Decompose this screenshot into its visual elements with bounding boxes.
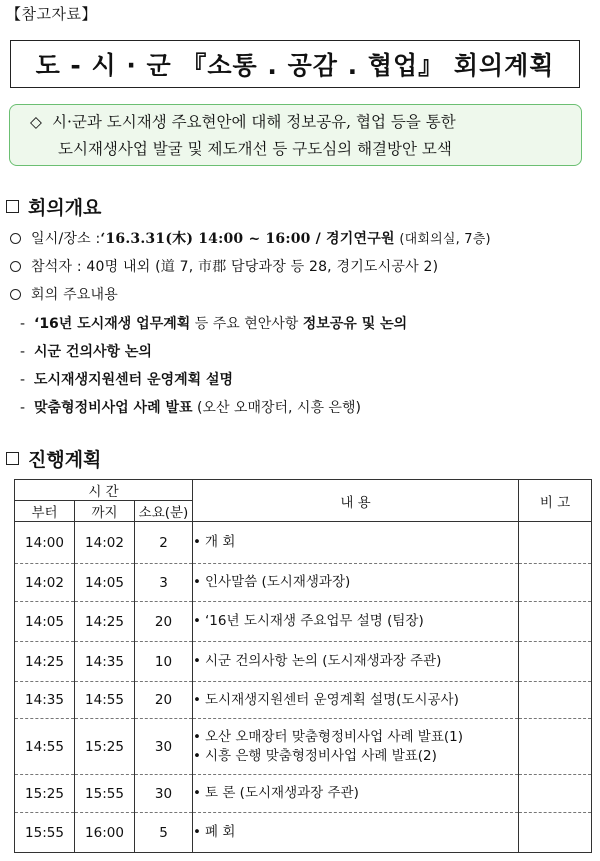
purpose-box [9, 104, 582, 166]
agenda-item-bold: 도시재생지원센터 운영계획 설명 [34, 372, 234, 388]
duration-cell: 5 [135, 813, 193, 853]
table-row [15, 602, 592, 642]
duration-cell: 10 [135, 642, 193, 682]
note-cell [519, 775, 592, 813]
content-cell [193, 522, 519, 564]
datetime-value: ‘16.3.31(木) 14:00 ~ 16:00 / 경기연구원 [100, 231, 395, 247]
to-time-cell: 15:25 [75, 719, 135, 775]
datetime-label: 일시/장소 : [31, 231, 101, 247]
document-title: 도 - 시 · 군 『소통 . 공감 . 협업』 회의계획 [35, 51, 555, 80]
datetime-line [10, 228, 491, 248]
table-row [15, 564, 592, 602]
from-time-cell: 14:55 [15, 719, 75, 775]
duration-cell: 2 [135, 522, 193, 564]
content-cell [193, 775, 519, 813]
purpose-line-2: 도시재생사업 발굴 및 제도개선 등 구도심의 해결방안 모색 [58, 140, 452, 158]
content-cell [193, 602, 519, 642]
content-cell [193, 719, 519, 775]
schedule-table [14, 479, 592, 853]
content-cell [193, 682, 519, 719]
content-line [193, 747, 518, 766]
agenda-item-text: (오산 오매장터, 시흥 은행) [192, 400, 361, 416]
agenda-item: - ‘16년 도시재생 업무계획 등 주요 현안사항 정보공유 및 논의 [20, 316, 408, 332]
note-cell [519, 719, 592, 775]
section-schedule-heading [6, 445, 101, 472]
content-text: ‘16년 도시재생 주요업무 설명 (팀장) [205, 613, 424, 629]
from-time-cell: 14:05 [15, 602, 75, 642]
bullet-icon: • [193, 824, 201, 840]
note-cell [519, 642, 592, 682]
duration-cell: 30 [135, 719, 193, 775]
agenda-item: - 도시재생지원센터 운영계획 설명 [20, 372, 234, 388]
note-cell [519, 682, 592, 719]
time-header: 시 간 [15, 480, 193, 501]
to-time-cell: 14:05 [75, 564, 135, 602]
agenda-item-bold-2: 정보공유 및 논의 [302, 316, 408, 332]
content-line [193, 533, 518, 552]
content-text: 시군 건의사항 논의 (도시재생과장 주관) [205, 653, 442, 669]
diamond-icon: ◇ [30, 113, 42, 131]
bullet-icon: • [193, 691, 201, 708]
document-title-box [10, 40, 580, 88]
content-line [193, 652, 518, 671]
from-header: 부터 [15, 501, 75, 522]
agenda-item-bold: 맞춤형정비사업 사례 발표 [34, 400, 193, 416]
overview-heading-text: 회의개요 [28, 197, 102, 219]
content-line [193, 784, 518, 803]
note-header: 비 고 [519, 480, 592, 522]
schedule-heading-text: 진행계획 [28, 449, 102, 471]
square-bullet-icon [6, 452, 19, 465]
main-content-line [10, 284, 118, 304]
from-time-cell: 14:25 [15, 642, 75, 682]
from-time-cell: 14:02 [15, 564, 75, 602]
content-line [193, 728, 518, 747]
circle-bullet-icon [10, 289, 21, 300]
content-cell [193, 642, 519, 682]
table-row [15, 642, 592, 682]
circle-bullet-icon [10, 261, 21, 272]
agenda-item: - 맞춤형정비사업 사례 발표 (오산 오매장터, 시흥 은행) [20, 400, 361, 416]
from-time-cell: 15:55 [15, 813, 75, 853]
attendees-line [10, 256, 438, 276]
content-text: 폐 회 [205, 824, 236, 840]
content-text: 도시재생지원센터 운영계획 설명(도시공사) [205, 691, 459, 708]
from-time-cell: 14:35 [15, 682, 75, 719]
content-line [193, 573, 518, 592]
agenda-item-text: 등 주요 현안사항 [190, 316, 303, 332]
table-row [15, 682, 592, 719]
reference-label: 【참고자료】 [6, 5, 97, 23]
note-cell [519, 813, 592, 853]
agenda-item-bold: 시군 건의사항 논의 [34, 344, 152, 360]
content-line [193, 612, 518, 631]
content-text: 인사말씀 (도시재생과장) [205, 574, 351, 590]
content-line [193, 823, 518, 842]
content-cell [193, 813, 519, 853]
bullet-icon: • [193, 534, 201, 550]
square-bullet-icon [6, 200, 19, 213]
to-time-cell: 16:00 [75, 813, 135, 853]
content-cell [193, 564, 519, 602]
duration-cell: 20 [135, 682, 193, 719]
content-text: 토 론 (도시재생과장 주관) [205, 785, 359, 801]
note-cell [519, 564, 592, 602]
from-time-cell: 15:25 [15, 775, 75, 813]
table-row [15, 719, 592, 775]
circle-bullet-icon [10, 233, 21, 244]
table-row [15, 775, 592, 813]
purpose-line-1: 시·군과 도시재생 주요현안에 대해 정보공유, 협업 등을 통한 [52, 113, 456, 131]
to-time-cell: 14:02 [75, 522, 135, 564]
duration-cell: 20 [135, 602, 193, 642]
bullet-icon: • [193, 653, 201, 669]
section-overview-heading [6, 193, 101, 220]
agenda-item: - 시군 건의사항 논의 [20, 344, 152, 360]
to-time-cell: 14:55 [75, 682, 135, 719]
content-line [193, 691, 518, 710]
note-cell [519, 522, 592, 564]
bullet-icon: • [193, 747, 201, 764]
content-text: 개 회 [205, 534, 236, 550]
to-header: 까지 [75, 501, 135, 522]
main-content-label: 회의 주요내용 [31, 287, 118, 303]
from-time-cell: 14:00 [15, 522, 75, 564]
bullet-icon: • [193, 728, 201, 745]
agenda-item-bold: ‘16년 도시재생 업무계획 [34, 316, 191, 332]
to-time-cell: 14:35 [75, 642, 135, 682]
bullet-icon: • [193, 574, 201, 590]
content-header: 내 용 [193, 480, 519, 522]
table-row [15, 813, 592, 853]
table-row [15, 522, 592, 564]
datetime-room: (대회의실, 7층) [399, 232, 491, 247]
duration-header: 소요(분) [135, 501, 193, 522]
duration-cell: 30 [135, 775, 193, 813]
to-time-cell: 14:25 [75, 602, 135, 642]
duration-cell: 3 [135, 564, 193, 602]
bullet-icon: • [193, 785, 201, 801]
note-cell [519, 602, 592, 642]
content-text: 오산 오매장터 맞춤형정비사업 사례 발표(1) [205, 728, 463, 745]
bullet-icon: • [193, 613, 201, 629]
to-time-cell: 15:55 [75, 775, 135, 813]
attendees-text: 참석자 : 40명 내외 (道 7, 市郡 담당과장 등 28, 경기도시공사 2) [31, 259, 439, 275]
content-text: 시흥 은행 맞춤형정비사업 사례 발표(2) [205, 747, 437, 764]
